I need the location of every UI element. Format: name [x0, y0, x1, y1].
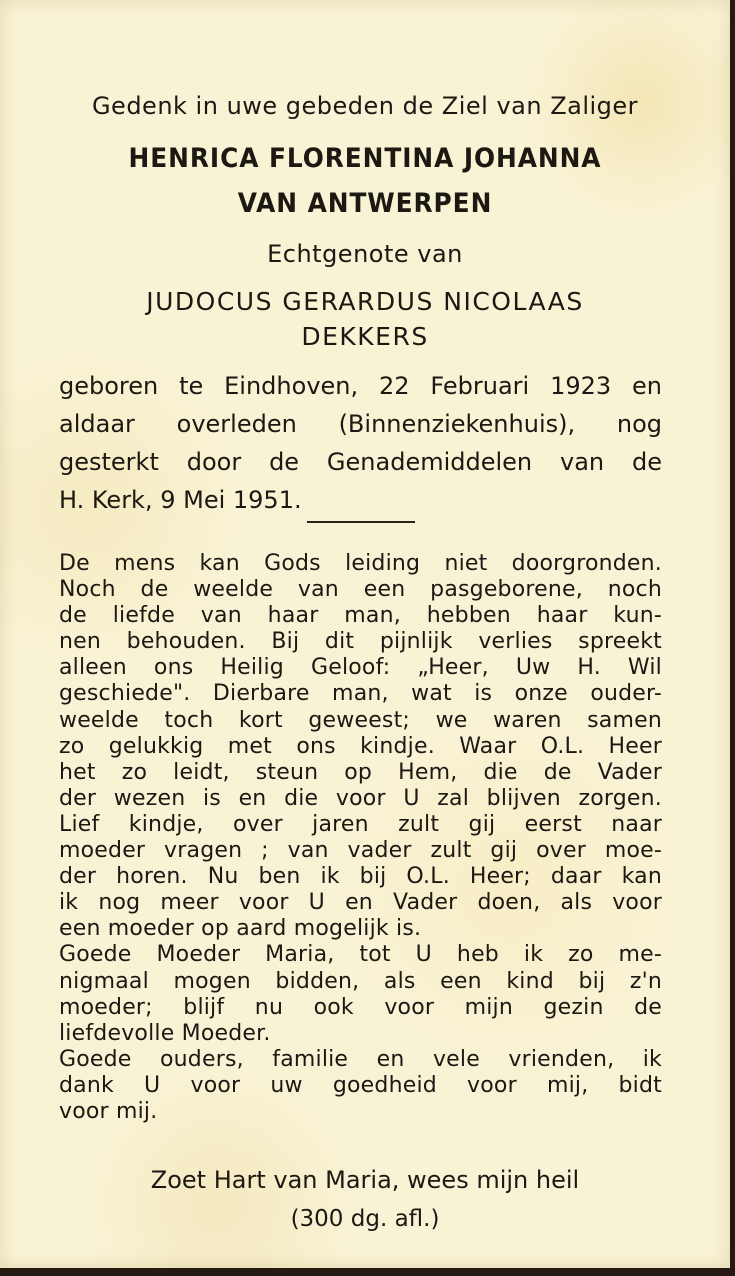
prayer-line: zo gelukkig met ons kindje. Waar O.L. Heer — [59, 733, 662, 759]
prayer-line: een moeder op aard mogelijk is. — [59, 916, 422, 942]
birth-line: aldaar overleden (Binnenziekenhuis), nog — [59, 410, 662, 438]
prayer-line: Goede Moeder Maria, tot U heb ik zo me- — [59, 942, 662, 968]
prayer-line: voor mij. — [59, 1098, 158, 1124]
closing-invocation: Zoet Hart van Maria, wees mijn heil — [150, 1166, 580, 1194]
spouse-name-line1: JUDOCUS GERARDUS NICOLAAS — [146, 287, 584, 316]
deceased-name-line2: VAN ANTWERPEN — [237, 188, 493, 219]
prayer-line: ik nog meer voor U en Vader doen, als voor — [59, 890, 662, 916]
spouse-name-line2: DEKKERS — [301, 322, 429, 351]
prayer-line: nigmaal mogen bidden, als een kind bij z'n — [59, 968, 662, 994]
prayer-line: Goede ouders, familie en vele vrienden, ik — [59, 1046, 662, 1072]
birth-death-paragraph — [59, 367, 662, 519]
prayer-line: dank U voor uw goedheid voor mij, bidt — [59, 1072, 662, 1098]
birth-line: H. Kerk, 9 Mei 1951. — [59, 486, 302, 514]
divider-rule — [307, 521, 415, 523]
prayer-line: de liefde van haar man, hebben haar kun- — [59, 603, 662, 629]
prayer-line: der wezen is en die voor U zal blijven zorgen. — [59, 785, 662, 811]
prayer-line: der horen. Nu ben ik bij O.L. Heer; daar kan — [59, 864, 662, 890]
prayer-line: moeder; blijf nu ook voor mijn gezin de — [59, 994, 662, 1020]
prayer-line: geschiede". Dierbare man, wat is onze ouder- — [59, 681, 662, 707]
prayer-line: weelde toch kort geweest; we waren samen — [59, 707, 662, 733]
prayer-line: De mens kan Gods leiding niet doorgronden. — [59, 551, 662, 576]
indulgence-note: (300 dg. afl.) — [290, 1206, 440, 1232]
spouse-label: Echtgenote van — [267, 240, 463, 268]
prayer-line: alleen ons Heilig Geloof: „Heer, Uw H. Wil — [59, 655, 662, 681]
prayer-line: liefdevolle Moeder. — [59, 1020, 271, 1046]
prayer-text — [59, 551, 662, 1125]
birth-line: geboren te Eindhoven, 22 Februari 1923 en — [59, 372, 662, 400]
prayer-line: Lief kindje, over jaren zult gij eerst naar — [59, 811, 662, 837]
card-edge-bottom — [0, 1268, 735, 1276]
card-edge-right — [730, 0, 735, 1276]
birth-line: gesterkt door de Genademiddelen van de — [59, 448, 662, 476]
prayer-line: moeder vragen ; van vader zult gij over moe- — [59, 838, 662, 864]
deceased-name-line1: HENRICA FLORENTINA JOHANNA — [128, 143, 602, 174]
prayer-line: het zo leidt, steun op Hem, die de Vader — [59, 759, 662, 785]
prayer-line: Noch de weelde van een pasgeborene, noch — [59, 577, 662, 603]
intro-line: Gedenk in uwe gebeden de Ziel van Zaliger — [91, 92, 639, 120]
prayer-line: nen behouden. Bij dit pijnlijk verlies spreekt — [59, 629, 662, 655]
